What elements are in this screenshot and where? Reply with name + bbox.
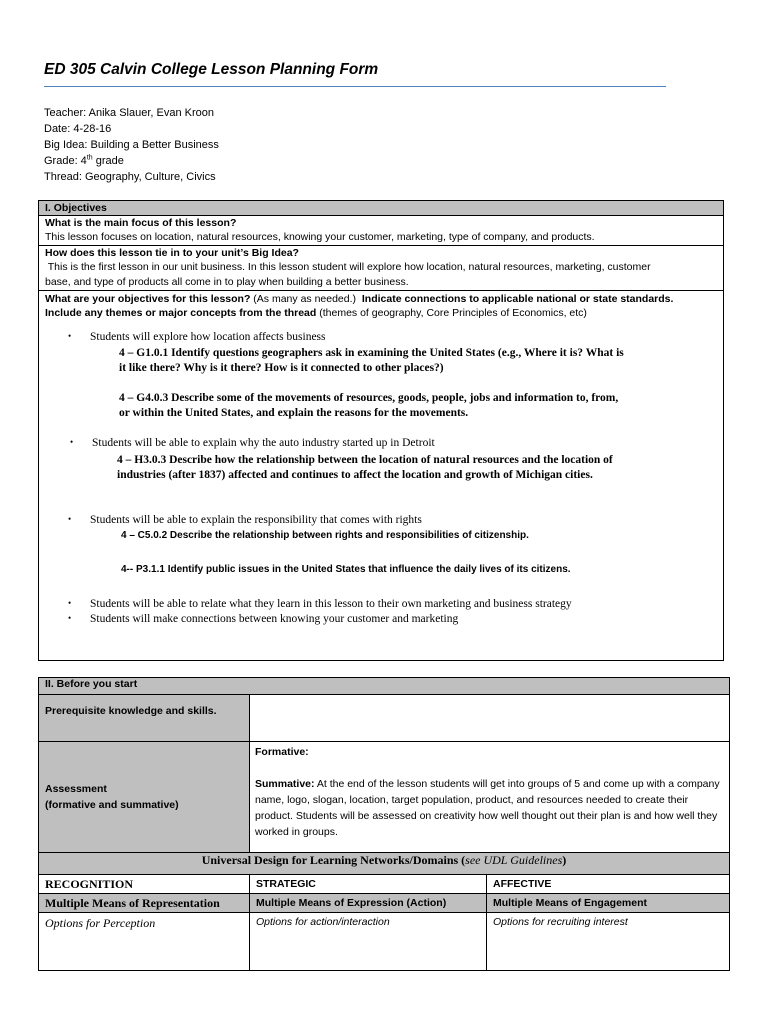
standard-h303: 4 – H3.0.3 Describe how the relationship between the location of natural resources and the location of industries (after 1837) affected and continues to affect the location and growth of Michigan cities. xyxy=(117,454,613,481)
lesson-meta xyxy=(44,105,219,185)
col3-subheading: Multiple Means of Engagement xyxy=(487,894,730,913)
big-idea-answer-line1: This is the first lesson in our unit business. In this lesson student will explore how location, natural resources, marketing, customer xyxy=(45,261,651,273)
col-recognition: RECOGNITION xyxy=(39,875,250,894)
objective-bullet-5: • Students will make connections between knowing your customer and marketing xyxy=(68,613,459,625)
title-rule xyxy=(44,86,666,87)
big-idea-answer-line2: base, and type of products all come in to play when building a better business. xyxy=(45,276,409,288)
objectives-heading: I. Objectives xyxy=(39,201,723,216)
col-affective: AFFECTIVE xyxy=(487,875,730,894)
assessment-label: Assessment (formative and summative) xyxy=(39,742,250,853)
standard-p311: 4-- P3.1.1 Identify public issues in the United States that influence the daily lives of its citizens. xyxy=(121,564,571,575)
main-focus-answer: This lesson focuses on location, natural resources, knowing your customer, marketing, type of company, and products. xyxy=(45,231,595,243)
standard-g403: 4 – G4.0.3 Describe some of the movements of resources, goods, people, jobs and information to, from, or within the United States, and explain the reasons for the movements. xyxy=(119,392,619,419)
before-you-start-table xyxy=(38,677,730,971)
summative-text: Summative: At the end of the lesson students will get into groups of 5 and come up with a company name, logo, slogan, location, target population, product, and resources needed to create their product. Students will be assessed on creativity how well thought out their plan is and how well they worked in groups. xyxy=(255,778,720,838)
col2-subheading: Multiple Means of Expression (Action) xyxy=(250,894,487,913)
prereq-value xyxy=(250,695,730,742)
col2-option: Options for action/interaction xyxy=(250,913,487,971)
standard-c502: 4 – C5.0.2 Describe the relationship between rights and responsibilities of citizenship. xyxy=(121,530,529,541)
before-heading: II. Before you start xyxy=(39,678,730,695)
objective-bullet-1: • Students will explore how location affects business xyxy=(68,331,326,343)
page-title: ED 305 Calvin College Lesson Planning Form xyxy=(44,61,379,78)
grade-line: Grade: 4th grade xyxy=(44,154,124,167)
standard-g101: 4 – G1.0.1 Identify questions geographers ask in examining the United States (e.g., Where it is? What is it like there? Why is it there? How is it connected to other places?) xyxy=(119,347,624,374)
col-strategic: STRATEGIC xyxy=(250,875,487,894)
teacher-line: Teacher: Anika Slauer, Evan Kroon xyxy=(44,107,214,119)
objectives-question: What are your objectives for this lesson? (As many as needed.) Indicate connections to applicable national or state standards. Include any themes or major concepts from the thread (themes of geography, Core Principles of Economics, etc) xyxy=(45,293,674,319)
objectives-section xyxy=(38,200,724,661)
big-idea-question: How does this lesson tie in to your unit’s Big Idea? xyxy=(45,247,299,259)
col1-subheading: Multiple Means of Representation xyxy=(39,894,250,913)
main-focus-question: What is the main focus of this lesson? xyxy=(45,217,237,229)
big-idea-line: Big Idea: Building a Better Business xyxy=(44,139,219,151)
col1-option: Options for Perception xyxy=(39,913,250,971)
udl-heading: Universal Design for Learning Networks/Domains (see UDL Guidelines) xyxy=(39,853,730,875)
col3-option: Options for recruiting interest xyxy=(487,913,730,971)
prereq-label: Prerequisite knowledge and skills. xyxy=(39,695,250,742)
assessment-value xyxy=(250,742,730,853)
objective-bullet-2: • Students will be able to explain why the auto industry started up in Detroit xyxy=(70,437,435,449)
formative-label: Formative: xyxy=(255,746,309,758)
objective-bullet-4: • Students will be able to relate what they learn in this lesson to their own marketing and business strategy xyxy=(68,598,572,610)
date-line: Date: 4-28-16 xyxy=(44,123,112,135)
objective-bullet-3: • Students will be able to explain the responsibility that comes with rights xyxy=(68,514,422,526)
thread-line: Thread: Geography, Culture, Civics xyxy=(44,171,216,183)
